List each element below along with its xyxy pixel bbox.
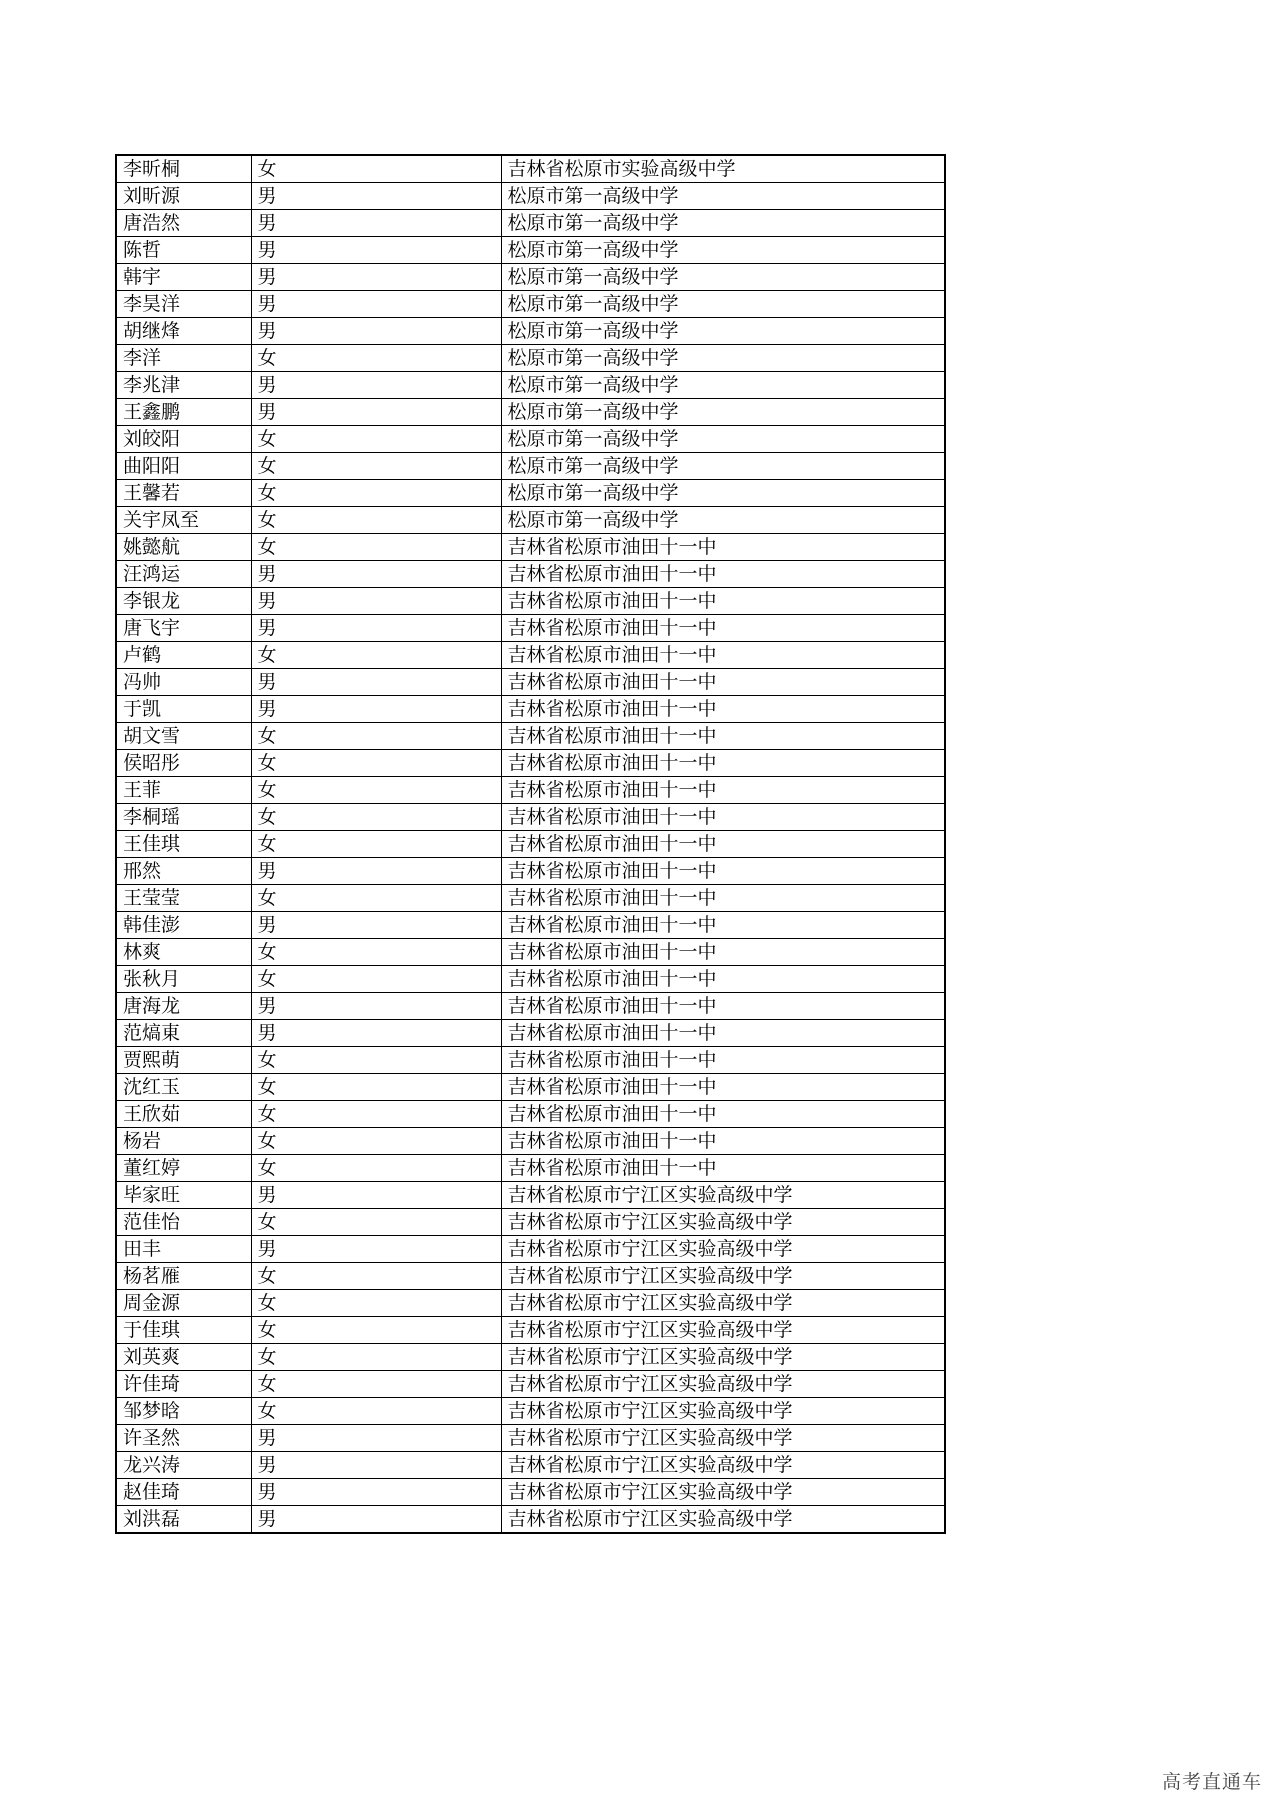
student-name-cell: 王鑫鹏 [116,399,251,426]
student-name-cell: 关宇凤至 [116,507,251,534]
gender-cell: 女 [251,534,501,561]
gender-cell: 女 [251,1101,501,1128]
student-name-cell: 周金源 [116,1290,251,1317]
gender-cell: 女 [251,1155,501,1182]
school-cell: 吉林省松原市宁江区实验高级中学 [501,1398,945,1425]
gender-cell: 女 [251,885,501,912]
gender-cell: 女 [251,1128,501,1155]
table-row [116,318,945,345]
gender-cell: 女 [251,480,501,507]
table-row [116,804,945,831]
school-cell: 吉林省松原市宁江区实验高级中学 [501,1209,945,1236]
table-row [116,1290,945,1317]
gender-cell: 女 [251,1074,501,1101]
gender-cell: 男 [251,237,501,264]
school-cell: 吉林省松原市油田十一中 [501,831,945,858]
gender-cell: 男 [251,1452,501,1479]
school-cell: 松原市第一高级中学 [501,453,945,480]
student-name-cell: 唐浩然 [116,210,251,237]
student-name-cell: 冯帅 [116,669,251,696]
gender-cell: 女 [251,345,501,372]
gender-cell: 男 [251,561,501,588]
gender-cell: 男 [251,1479,501,1506]
table-row [116,1344,945,1371]
student-name-cell: 王馨若 [116,480,251,507]
gender-cell: 男 [251,318,501,345]
school-cell: 吉林省松原市油田十一中 [501,1128,945,1155]
school-cell: 吉林省松原市油田十一中 [501,534,945,561]
table-row [116,1479,945,1506]
student-name-cell: 沈红玉 [116,1074,251,1101]
table-row [116,480,945,507]
school-cell: 吉林省松原市油田十一中 [501,615,945,642]
school-cell: 松原市第一高级中学 [501,426,945,453]
table-row [116,291,945,318]
gender-cell: 女 [251,1047,501,1074]
table-row [116,777,945,804]
gender-cell: 女 [251,1290,501,1317]
table-row [116,750,945,777]
gender-cell: 男 [251,696,501,723]
student-name-cell: 杨茗雁 [116,1263,251,1290]
table-row [116,1074,945,1101]
school-cell: 松原市第一高级中学 [501,372,945,399]
student-name-cell: 韩宇 [116,264,251,291]
roster-body [116,155,945,1533]
table-row [116,237,945,264]
gender-cell: 男 [251,858,501,885]
table-row [116,858,945,885]
gender-cell: 男 [251,291,501,318]
table-row [116,1020,945,1047]
gender-cell: 男 [251,1236,501,1263]
table-row [116,1128,945,1155]
school-cell: 松原市第一高级中学 [501,210,945,237]
table-row [116,210,945,237]
school-cell: 吉林省松原市宁江区实验高级中学 [501,1182,945,1209]
table-row [116,507,945,534]
student-name-cell: 龙兴涛 [116,1452,251,1479]
student-name-cell: 刘皎阳 [116,426,251,453]
student-name-cell: 王佳琪 [116,831,251,858]
table-row [116,696,945,723]
school-cell: 吉林省松原市宁江区实验高级中学 [501,1317,945,1344]
student-name-cell: 胡继烽 [116,318,251,345]
table-row [116,642,945,669]
gender-cell: 女 [251,507,501,534]
student-name-cell: 董红婷 [116,1155,251,1182]
school-cell: 松原市第一高级中学 [501,264,945,291]
gender-cell: 女 [251,831,501,858]
table-row [116,993,945,1020]
table-row [116,1263,945,1290]
gender-cell: 女 [251,750,501,777]
gender-cell: 女 [251,1371,501,1398]
student-name-cell: 邹梦晗 [116,1398,251,1425]
student-name-cell: 侯昭彤 [116,750,251,777]
table-row [116,561,945,588]
student-name-cell: 卢鹤 [116,642,251,669]
gender-cell: 男 [251,669,501,696]
student-name-cell: 李兆津 [116,372,251,399]
gender-cell: 女 [251,1317,501,1344]
student-name-cell: 于凯 [116,696,251,723]
table-row [116,966,945,993]
student-name-cell: 汪鸿运 [116,561,251,588]
gender-cell: 男 [251,210,501,237]
student-name-cell: 范熇東 [116,1020,251,1047]
student-name-cell: 唐飞宇 [116,615,251,642]
school-cell: 吉林省松原市油田十一中 [501,669,945,696]
table-row [116,345,945,372]
gender-cell: 女 [251,1209,501,1236]
table-row [116,1452,945,1479]
table-row [116,723,945,750]
school-cell: 吉林省松原市宁江区实验高级中学 [501,1290,945,1317]
table-row [116,372,945,399]
gender-cell: 女 [251,642,501,669]
student-name-cell: 曲阳阳 [116,453,251,480]
school-cell: 吉林省松原市宁江区实验高级中学 [501,1344,945,1371]
school-cell: 吉林省松原市油田十一中 [501,939,945,966]
gender-cell: 男 [251,183,501,210]
gender-cell: 男 [251,1425,501,1452]
gender-cell: 男 [251,372,501,399]
gender-cell: 男 [251,993,501,1020]
table-row [116,155,945,183]
gender-cell: 女 [251,426,501,453]
school-cell: 吉林省松原市宁江区实验高级中学 [501,1236,945,1263]
gender-cell: 男 [251,1506,501,1534]
student-name-cell: 范佳怡 [116,1209,251,1236]
student-name-cell: 于佳琪 [116,1317,251,1344]
table-row [116,885,945,912]
student-name-cell: 王欣茹 [116,1101,251,1128]
student-name-cell: 王莹莹 [116,885,251,912]
table-row [116,831,945,858]
school-cell: 吉林省松原市宁江区实验高级中学 [501,1479,945,1506]
student-name-cell: 韩佳澎 [116,912,251,939]
student-name-cell: 唐海龙 [116,993,251,1020]
table-row [116,534,945,561]
gender-cell: 女 [251,966,501,993]
student-name-cell: 姚懿航 [116,534,251,561]
school-cell: 吉林省松原市油田十一中 [501,1047,945,1074]
table-row [116,1398,945,1425]
school-cell: 吉林省松原市油田十一中 [501,912,945,939]
table-row [116,1425,945,1452]
school-cell: 松原市第一高级中学 [501,507,945,534]
school-cell: 吉林省松原市油田十一中 [501,1020,945,1047]
student-name-cell: 李桐瑶 [116,804,251,831]
school-cell: 吉林省松原市油田十一中 [501,885,945,912]
table-row [116,1101,945,1128]
table-row [116,453,945,480]
school-cell: 吉林省松原市油田十一中 [501,588,945,615]
school-cell: 松原市第一高级中学 [501,183,945,210]
student-roster-table [115,154,946,1534]
gender-cell: 男 [251,399,501,426]
student-name-cell: 许佳琦 [116,1371,251,1398]
student-name-cell: 邢然 [116,858,251,885]
school-cell: 吉林省松原市油田十一中 [501,642,945,669]
school-cell: 吉林省松原市宁江区实验高级中学 [501,1263,945,1290]
student-name-cell: 李银龙 [116,588,251,615]
table-row [116,615,945,642]
school-cell: 松原市第一高级中学 [501,480,945,507]
gender-cell: 女 [251,939,501,966]
gender-cell: 女 [251,155,501,183]
gender-cell: 女 [251,777,501,804]
table-row [116,669,945,696]
student-name-cell: 李昕桐 [116,155,251,183]
table-row [116,183,945,210]
gender-cell: 男 [251,912,501,939]
school-cell: 松原市第一高级中学 [501,399,945,426]
school-cell: 吉林省松原市油田十一中 [501,966,945,993]
table-row [116,1155,945,1182]
table-row [116,939,945,966]
gender-cell: 男 [251,588,501,615]
school-cell: 松原市第一高级中学 [501,345,945,372]
school-cell: 松原市第一高级中学 [501,318,945,345]
table-row [116,588,945,615]
gender-cell: 男 [251,615,501,642]
table-row [116,1317,945,1344]
school-cell: 吉林省松原市油田十一中 [501,723,945,750]
school-cell: 吉林省松原市实验高级中学 [501,155,945,183]
school-cell: 松原市第一高级中学 [501,237,945,264]
table-row [116,1209,945,1236]
student-name-cell: 许圣然 [116,1425,251,1452]
gender-cell: 女 [251,1398,501,1425]
gender-cell: 女 [251,723,501,750]
student-name-cell: 贾熙萌 [116,1047,251,1074]
table-row [116,1182,945,1209]
school-cell: 吉林省松原市宁江区实验高级中学 [501,1452,945,1479]
gender-cell: 女 [251,1344,501,1371]
gender-cell: 女 [251,1263,501,1290]
school-cell: 吉林省松原市宁江区实验高级中学 [501,1425,945,1452]
student-name-cell: 刘昕源 [116,183,251,210]
table-row [116,399,945,426]
student-name-cell: 胡文雪 [116,723,251,750]
student-name-cell: 赵佳琦 [116,1479,251,1506]
student-name-cell: 毕家旺 [116,1182,251,1209]
table-row [116,912,945,939]
school-cell: 吉林省松原市宁江区实验高级中学 [501,1506,945,1534]
student-name-cell: 刘洪磊 [116,1506,251,1534]
student-name-cell: 王菲 [116,777,251,804]
school-cell: 吉林省松原市宁江区实验高级中学 [501,1371,945,1398]
student-name-cell: 李昊洋 [116,291,251,318]
student-name-cell: 刘英爽 [116,1344,251,1371]
gender-cell: 女 [251,453,501,480]
gender-cell: 男 [251,1182,501,1209]
school-cell: 吉林省松原市油田十一中 [501,858,945,885]
school-cell: 吉林省松原市油田十一中 [501,1101,945,1128]
table-row [116,1371,945,1398]
gender-cell: 男 [251,1020,501,1047]
gender-cell: 男 [251,264,501,291]
school-cell: 吉林省松原市油田十一中 [501,1155,945,1182]
student-name-cell: 林爽 [116,939,251,966]
school-cell: 吉林省松原市油田十一中 [501,561,945,588]
student-name-cell: 张秋月 [116,966,251,993]
table-row [116,264,945,291]
school-cell: 松原市第一高级中学 [501,291,945,318]
gender-cell: 女 [251,804,501,831]
student-name-cell: 杨岩 [116,1128,251,1155]
school-cell: 吉林省松原市油田十一中 [501,696,945,723]
student-name-cell: 李洋 [116,345,251,372]
student-name-cell: 田丰 [116,1236,251,1263]
school-cell: 吉林省松原市油田十一中 [501,993,945,1020]
table-row [116,1506,945,1534]
school-cell: 吉林省松原市油田十一中 [501,1074,945,1101]
school-cell: 吉林省松原市油田十一中 [501,804,945,831]
student-name-cell: 陈哲 [116,237,251,264]
watermark-text: 高考直通车 [1161,1771,1262,1793]
table-row [116,1236,945,1263]
school-cell: 吉林省松原市油田十一中 [501,777,945,804]
table-row [116,1047,945,1074]
table-row [116,426,945,453]
school-cell: 吉林省松原市油田十一中 [501,750,945,777]
